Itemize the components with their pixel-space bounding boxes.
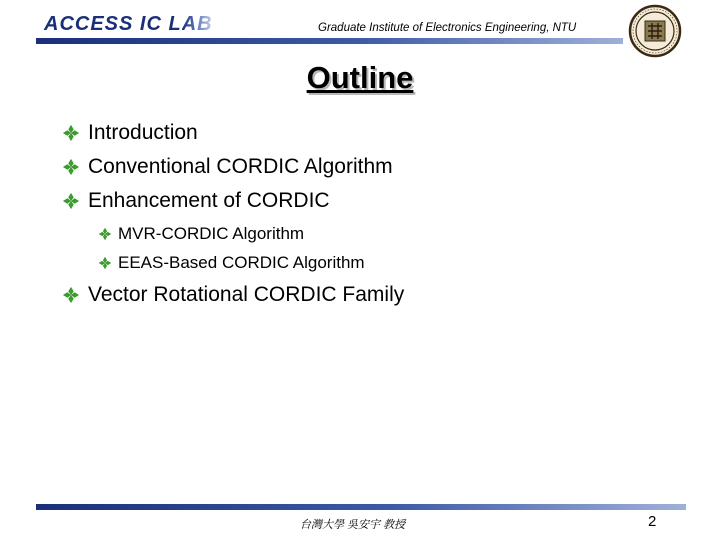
sub-bullet-item: [98, 224, 304, 244]
diamond-bullet-icon: [62, 192, 80, 210]
page-number: 2: [648, 513, 657, 530]
footer-author: 台灣大學 吳安宇 教授: [300, 519, 406, 531]
bullet-text: Vector Rotational CORDIC Family: [88, 283, 405, 306]
diamond-bullet-icon: [98, 256, 112, 270]
ntu-seal-icon: [628, 4, 682, 58]
lab-name-main: ACCESS IC L: [44, 13, 182, 35]
diamond-bullet-icon: [62, 124, 80, 142]
bullet-item: [62, 283, 404, 307]
lab-name-fade: AB: [181, 13, 213, 35]
header-rule: [36, 38, 623, 44]
bullet-text: Introduction: [88, 121, 198, 144]
diamond-bullet-icon: [62, 286, 80, 304]
sub-bullet-item: [98, 253, 365, 273]
diamond-bullet-icon: [62, 158, 80, 176]
bullet-item: [62, 155, 393, 179]
bullet-text: EEAS-Based CORDIC Algorithm: [118, 253, 365, 272]
bullet-item: [62, 121, 198, 145]
bullet-item: [62, 189, 330, 213]
bullet-text: Enhancement of CORDIC: [88, 189, 330, 212]
slide-title: Outline: [306, 60, 414, 95]
lab-name: [44, 13, 213, 36]
diamond-bullet-icon: [98, 227, 112, 241]
footer-rule: [36, 504, 686, 510]
bullet-text: Conventional CORDIC Algorithm: [88, 155, 393, 178]
institute-name: Graduate Institute of Electronics Engineering, NTU: [318, 22, 577, 34]
bullet-text: MVR-CORDIC Algorithm: [118, 224, 305, 243]
